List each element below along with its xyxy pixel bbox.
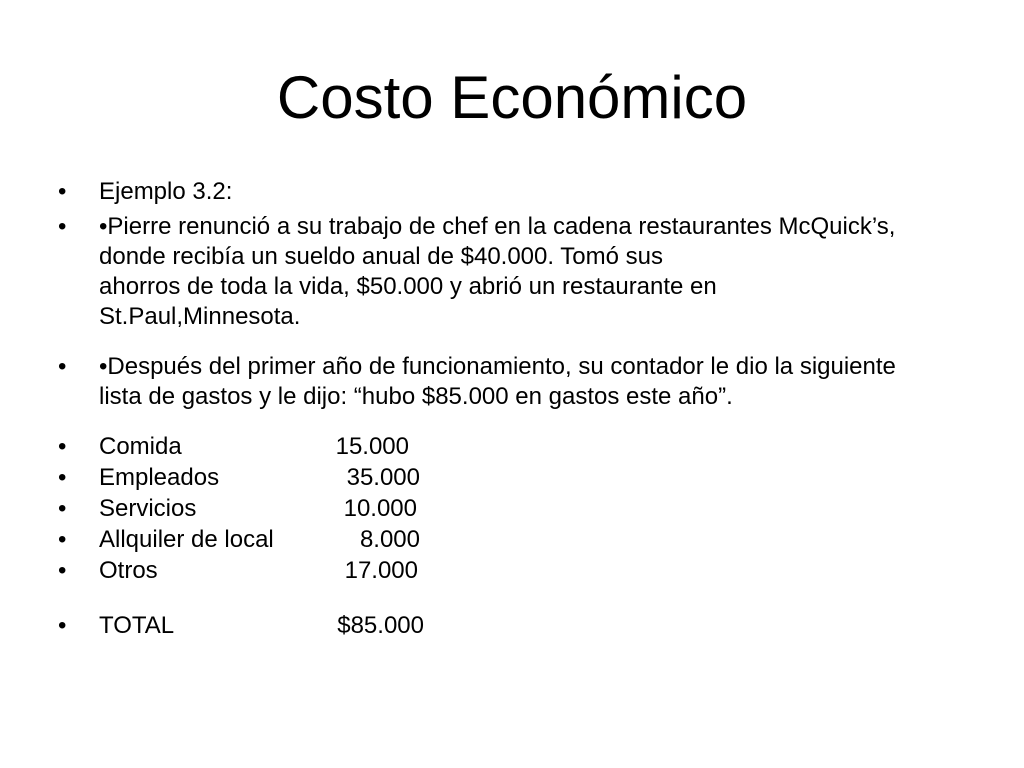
bullet-marker: • <box>58 213 67 240</box>
cost-value: 8.000 <box>359 526 420 553</box>
bullet-marker: • <box>58 526 67 553</box>
cost-value: 17.000 <box>344 557 418 584</box>
total-value: $85.000 <box>337 612 424 639</box>
cost-value: 10.000 <box>343 495 417 522</box>
slide-content <box>58 177 978 642</box>
bullet-marker: • <box>58 433 67 460</box>
paragraph1-line: St.Paul,Minnesota. <box>99 303 301 330</box>
bullet-intro <box>58 177 978 207</box>
cost-label: Comida <box>99 433 182 460</box>
bullet-marker: • <box>58 557 67 584</box>
cost-value: 15.000 <box>335 433 409 460</box>
cost-label: Servicios <box>99 495 197 522</box>
paragraph2-line: •Después del primer año de funcionamiento, su contador le dio la siguiente <box>99 353 896 380</box>
cost-row-empleados <box>58 463 978 494</box>
bullet-paragraph-2 <box>58 352 978 412</box>
bullet-marker: • <box>58 495 67 522</box>
cost-label: Allquiler de local <box>99 526 274 553</box>
bullet-paragraph-1 <box>58 212 978 332</box>
bullet-marker: • <box>58 612 67 639</box>
bullet-marker: • <box>58 353 67 380</box>
slide-title: Costo Económico <box>276 64 748 131</box>
cost-value: 35.000 <box>346 464 420 491</box>
cost-row-servicios <box>58 494 978 525</box>
bullet-marker: • <box>58 464 67 491</box>
paragraph2-line: lista de gastos y le dijo: “hubo $85.000 en gastos este año”. <box>99 383 733 410</box>
cost-row-alquiler <box>58 525 978 556</box>
cost-label: Otros <box>99 557 158 584</box>
total-label: TOTAL <box>99 612 175 639</box>
cost-row-comida <box>58 432 978 463</box>
cost-row-total <box>58 611 978 642</box>
intro-text: Ejemplo 3.2: <box>99 178 233 205</box>
cost-row-otros <box>58 556 978 587</box>
bullet-marker: • <box>58 178 67 205</box>
paragraph1-line: ahorros de toda la vida, $50.000 y abrió un restaurante en <box>99 273 717 300</box>
paragraph1-line: donde recibía un sueldo anual de $40.000. Tomó sus <box>99 243 663 270</box>
paragraph1-line: •Pierre renunció a su trabajo de chef en la cadena restaurantes McQuick’s, <box>99 213 896 240</box>
cost-label: Empleados <box>99 464 220 491</box>
